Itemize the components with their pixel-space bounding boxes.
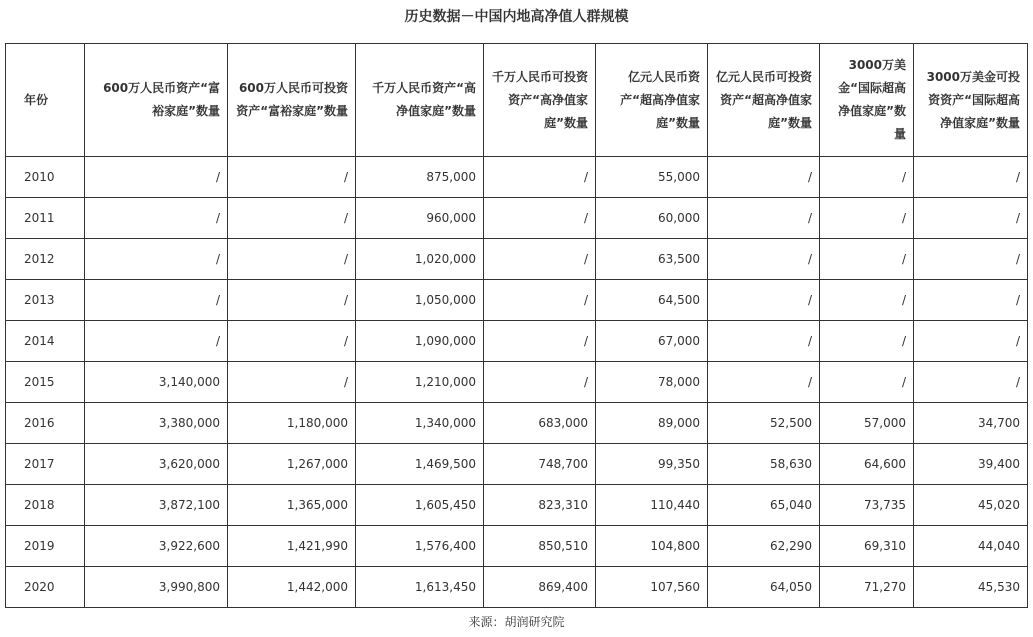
table-cell: 869,400 <box>484 567 596 608</box>
year-cell: 2010 <box>6 157 85 198</box>
year-cell: 2020 <box>6 567 85 608</box>
table-cell: 1,576,400 <box>356 526 484 567</box>
column-header: 亿元人民币可投资资产“超高净值家庭”数量 <box>708 44 820 157</box>
table-cell: / <box>484 157 596 198</box>
table-cell: / <box>708 198 820 239</box>
table-cell: 63,500 <box>596 239 708 280</box>
table-row <box>6 157 1028 198</box>
table-row <box>6 198 1028 239</box>
table-cell: / <box>914 198 1028 239</box>
table-cell: / <box>708 239 820 280</box>
table-cell: 1,421,990 <box>228 526 356 567</box>
table-cell: / <box>228 321 356 362</box>
table-cell: 1,180,000 <box>228 403 356 444</box>
table-row <box>6 280 1028 321</box>
table-cell: / <box>820 280 914 321</box>
table-row <box>6 321 1028 362</box>
table-cell: / <box>484 362 596 403</box>
table-cell: 3,922,600 <box>85 526 228 567</box>
table-cell: / <box>228 239 356 280</box>
table-cell: 1,442,000 <box>228 567 356 608</box>
table-cell: / <box>820 321 914 362</box>
table-row <box>6 239 1028 280</box>
table-cell: 45,530 <box>914 567 1028 608</box>
table-cell: / <box>914 239 1028 280</box>
table-cell: 683,000 <box>484 403 596 444</box>
column-header: 600万人民币资产“富裕家庭”数量 <box>85 44 228 157</box>
table-cell: / <box>820 239 914 280</box>
table-cell: / <box>85 280 228 321</box>
table-cell: / <box>708 280 820 321</box>
column-header: 3000万美金可投资资产“国际超高净值家庭”数量 <box>914 44 1028 157</box>
table-header-row <box>6 44 1028 157</box>
table-cell: / <box>85 157 228 198</box>
table-cell: 55,000 <box>596 157 708 198</box>
table-row <box>6 403 1028 444</box>
column-header: 千万人民币资产“高净值家庭”数量 <box>356 44 484 157</box>
table-row <box>6 362 1028 403</box>
table-cell: 3,620,000 <box>85 444 228 485</box>
table-cell: 62,290 <box>708 526 820 567</box>
data-table <box>5 43 1028 608</box>
table-cell: / <box>820 198 914 239</box>
column-header: 千万人民币可投资资产“高净值家庭”数量 <box>484 44 596 157</box>
table-cell: / <box>228 198 356 239</box>
table-cell: / <box>228 362 356 403</box>
table-cell: 875,000 <box>356 157 484 198</box>
table-cell: 1,210,000 <box>356 362 484 403</box>
table-cell: 39,400 <box>914 444 1028 485</box>
table-cell: 1,365,000 <box>228 485 356 526</box>
table-cell: 34,700 <box>914 403 1028 444</box>
table-cell: 104,800 <box>596 526 708 567</box>
table-cell: / <box>484 321 596 362</box>
table-cell: 3,872,100 <box>85 485 228 526</box>
table-cell: 1,050,000 <box>356 280 484 321</box>
table-cell: 58,630 <box>708 444 820 485</box>
table-row <box>6 567 1028 608</box>
column-header: 600万人民币可投资资产“富裕家庭”数量 <box>228 44 356 157</box>
table-cell: 1,469,500 <box>356 444 484 485</box>
table-cell: / <box>484 239 596 280</box>
table-cell: 60,000 <box>596 198 708 239</box>
year-cell: 2012 <box>6 239 85 280</box>
table-cell: 45,020 <box>914 485 1028 526</box>
table-cell: 1,020,000 <box>356 239 484 280</box>
table-cell: 1,340,000 <box>356 403 484 444</box>
table-cell: / <box>914 280 1028 321</box>
table-cell: 64,050 <box>708 567 820 608</box>
table-cell: 3,990,800 <box>85 567 228 608</box>
year-cell: 2019 <box>6 526 85 567</box>
table-cell: / <box>85 321 228 362</box>
table-cell: 64,500 <box>596 280 708 321</box>
table-cell: 107,560 <box>596 567 708 608</box>
table-cell: 65,040 <box>708 485 820 526</box>
table-cell: 110,440 <box>596 485 708 526</box>
table-cell: / <box>85 198 228 239</box>
table-cell: 960,000 <box>356 198 484 239</box>
year-cell: 2018 <box>6 485 85 526</box>
table-cell: / <box>708 157 820 198</box>
table-cell: / <box>85 239 228 280</box>
table-cell: 1,090,000 <box>356 321 484 362</box>
table-cell: 64,600 <box>820 444 914 485</box>
year-cell: 2013 <box>6 280 85 321</box>
table-cell: 52,500 <box>708 403 820 444</box>
table-cell: 73,735 <box>820 485 914 526</box>
table-row <box>6 526 1028 567</box>
table-body <box>6 157 1028 608</box>
table-cell: 823,310 <box>484 485 596 526</box>
table-cell: 850,510 <box>484 526 596 567</box>
table-cell: / <box>484 198 596 239</box>
table-cell: / <box>708 321 820 362</box>
table-cell: 71,270 <box>820 567 914 608</box>
table-cell: / <box>228 280 356 321</box>
table-cell: / <box>820 157 914 198</box>
column-header-year: 年份 <box>6 44 85 157</box>
table-cell: / <box>914 362 1028 403</box>
table-row <box>6 485 1028 526</box>
page-title: 历史数据－中国内地高净值人群规模 <box>404 9 629 25</box>
year-cell: 2011 <box>6 198 85 239</box>
table-cell: / <box>914 321 1028 362</box>
column-header: 3000万美金“国际超高净值家庭”数量 <box>820 44 914 157</box>
table-cell: 1,605,450 <box>356 485 484 526</box>
year-cell: 2016 <box>6 403 85 444</box>
table-cell: 69,310 <box>820 526 914 567</box>
table-cell: / <box>708 362 820 403</box>
year-cell: 2017 <box>6 444 85 485</box>
table-cell: / <box>484 280 596 321</box>
year-cell: 2015 <box>6 362 85 403</box>
table-row <box>6 444 1028 485</box>
table-cell: 1,613,450 <box>356 567 484 608</box>
column-header: 亿元人民币资产“超高净值家庭”数量 <box>596 44 708 157</box>
table-cell: 3,140,000 <box>85 362 228 403</box>
table-cell: / <box>228 157 356 198</box>
table-cell: 67,000 <box>596 321 708 362</box>
table-cell: 78,000 <box>596 362 708 403</box>
table-cell: 44,040 <box>914 526 1028 567</box>
table-cell: 1,267,000 <box>228 444 356 485</box>
table-cell: / <box>820 362 914 403</box>
table-cell: 99,350 <box>596 444 708 485</box>
year-cell: 2014 <box>6 321 85 362</box>
table-cell: 3,380,000 <box>85 403 228 444</box>
table-cell: / <box>914 157 1028 198</box>
table-cell: 89,000 <box>596 403 708 444</box>
table-cell: 748,700 <box>484 444 596 485</box>
source-note: 来源：胡润研究院 <box>468 615 565 629</box>
table-cell: 57,000 <box>820 403 914 444</box>
